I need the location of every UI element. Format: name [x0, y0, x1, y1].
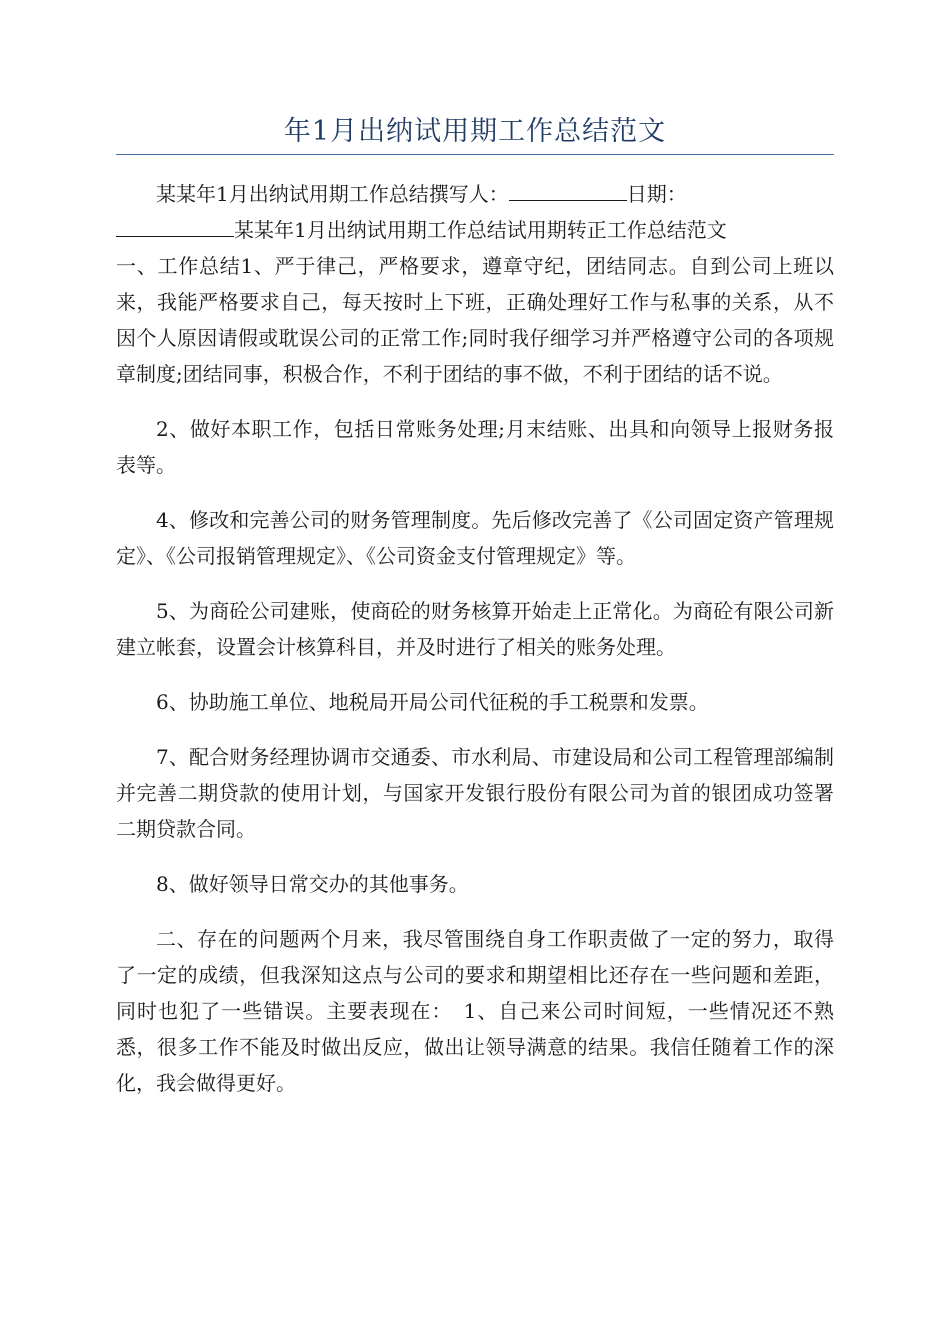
intro-prefix: 某某年1月出纳试用期工作总结撰写人： — [156, 182, 509, 206]
paragraph-5: 5、为商砼公司建账，使商砼的财务核算开始走上正常化。为商砼有限公司新建立帐套，设置会计核算科目，并及时进行了相关的账务处理。 — [116, 599, 834, 659]
intro-subtitle: 某某年1月出纳试用期工作总结试用期转正工作总结范文 — [234, 218, 727, 242]
paragraph-2: 2、做好本职工作，包括日常账务处理;月末结账、出具和向领导上报财务报表等。 — [116, 417, 834, 477]
section-1-text: 一、工作总结1、严于律己，严格要求，遵章守纪，团结同志。自到公司上班以来，我能严格要求自己，每天按时上下班，正确处理好工作与私事的关系，从不因个人原因请假或耽误公司的正常工作;同时我仔细学习并严格遵守公司的各项规章制度;团结同事，积极合作，不利于团结的事不做，不利于团结的话不说。 — [116, 254, 834, 386]
paragraph-4: 4、修改和完善公司的财务管理制度。先后修改完善了《公司固定资产管理规定》、《公司报销管理规定》、《公司资金支付管理规定》等。 — [116, 508, 834, 568]
date-label: 日期： — [626, 182, 687, 206]
document-title: 年1月出纳试用期工作总结范文 — [283, 116, 667, 147]
date-blank — [116, 214, 234, 237]
author-blank — [509, 178, 627, 201]
paragraph-6: 6、协助施工单位、地税局开局公司代征税的手工税票和发票。 — [156, 690, 709, 714]
title-divider — [116, 154, 834, 155]
intro-continuation — [116, 212, 834, 248]
paragraph-8: 8、做好领导日常交办的其他事务。 — [156, 872, 469, 896]
intro-paragraph — [116, 176, 834, 392]
section-2-paragraph: 二、存在的问题两个月来，我尽管围绕自身工作职责做了一定的努力，取得了一定的成绩，但我深知这点与公司的要求和期望相比还存在一些问题和差距，同时也犯了一些错误。主要表现在： 1、自己来公司时间短，一些情况还不熟悉，很多工作不能及时做出反应，做出让领导满意的结果。我信任随着工作的深化，我会做得更好。 — [116, 927, 834, 1095]
paragraph-7: 7、配合财务经理协调市交通委、市水利局、市建设局和公司工程管理部编制并完善二期贷款的使用计划，与国家开发银行股份有限公司为首的银团成功签署二期贷款合同。 — [116, 745, 834, 841]
document-body — [116, 176, 834, 1120]
